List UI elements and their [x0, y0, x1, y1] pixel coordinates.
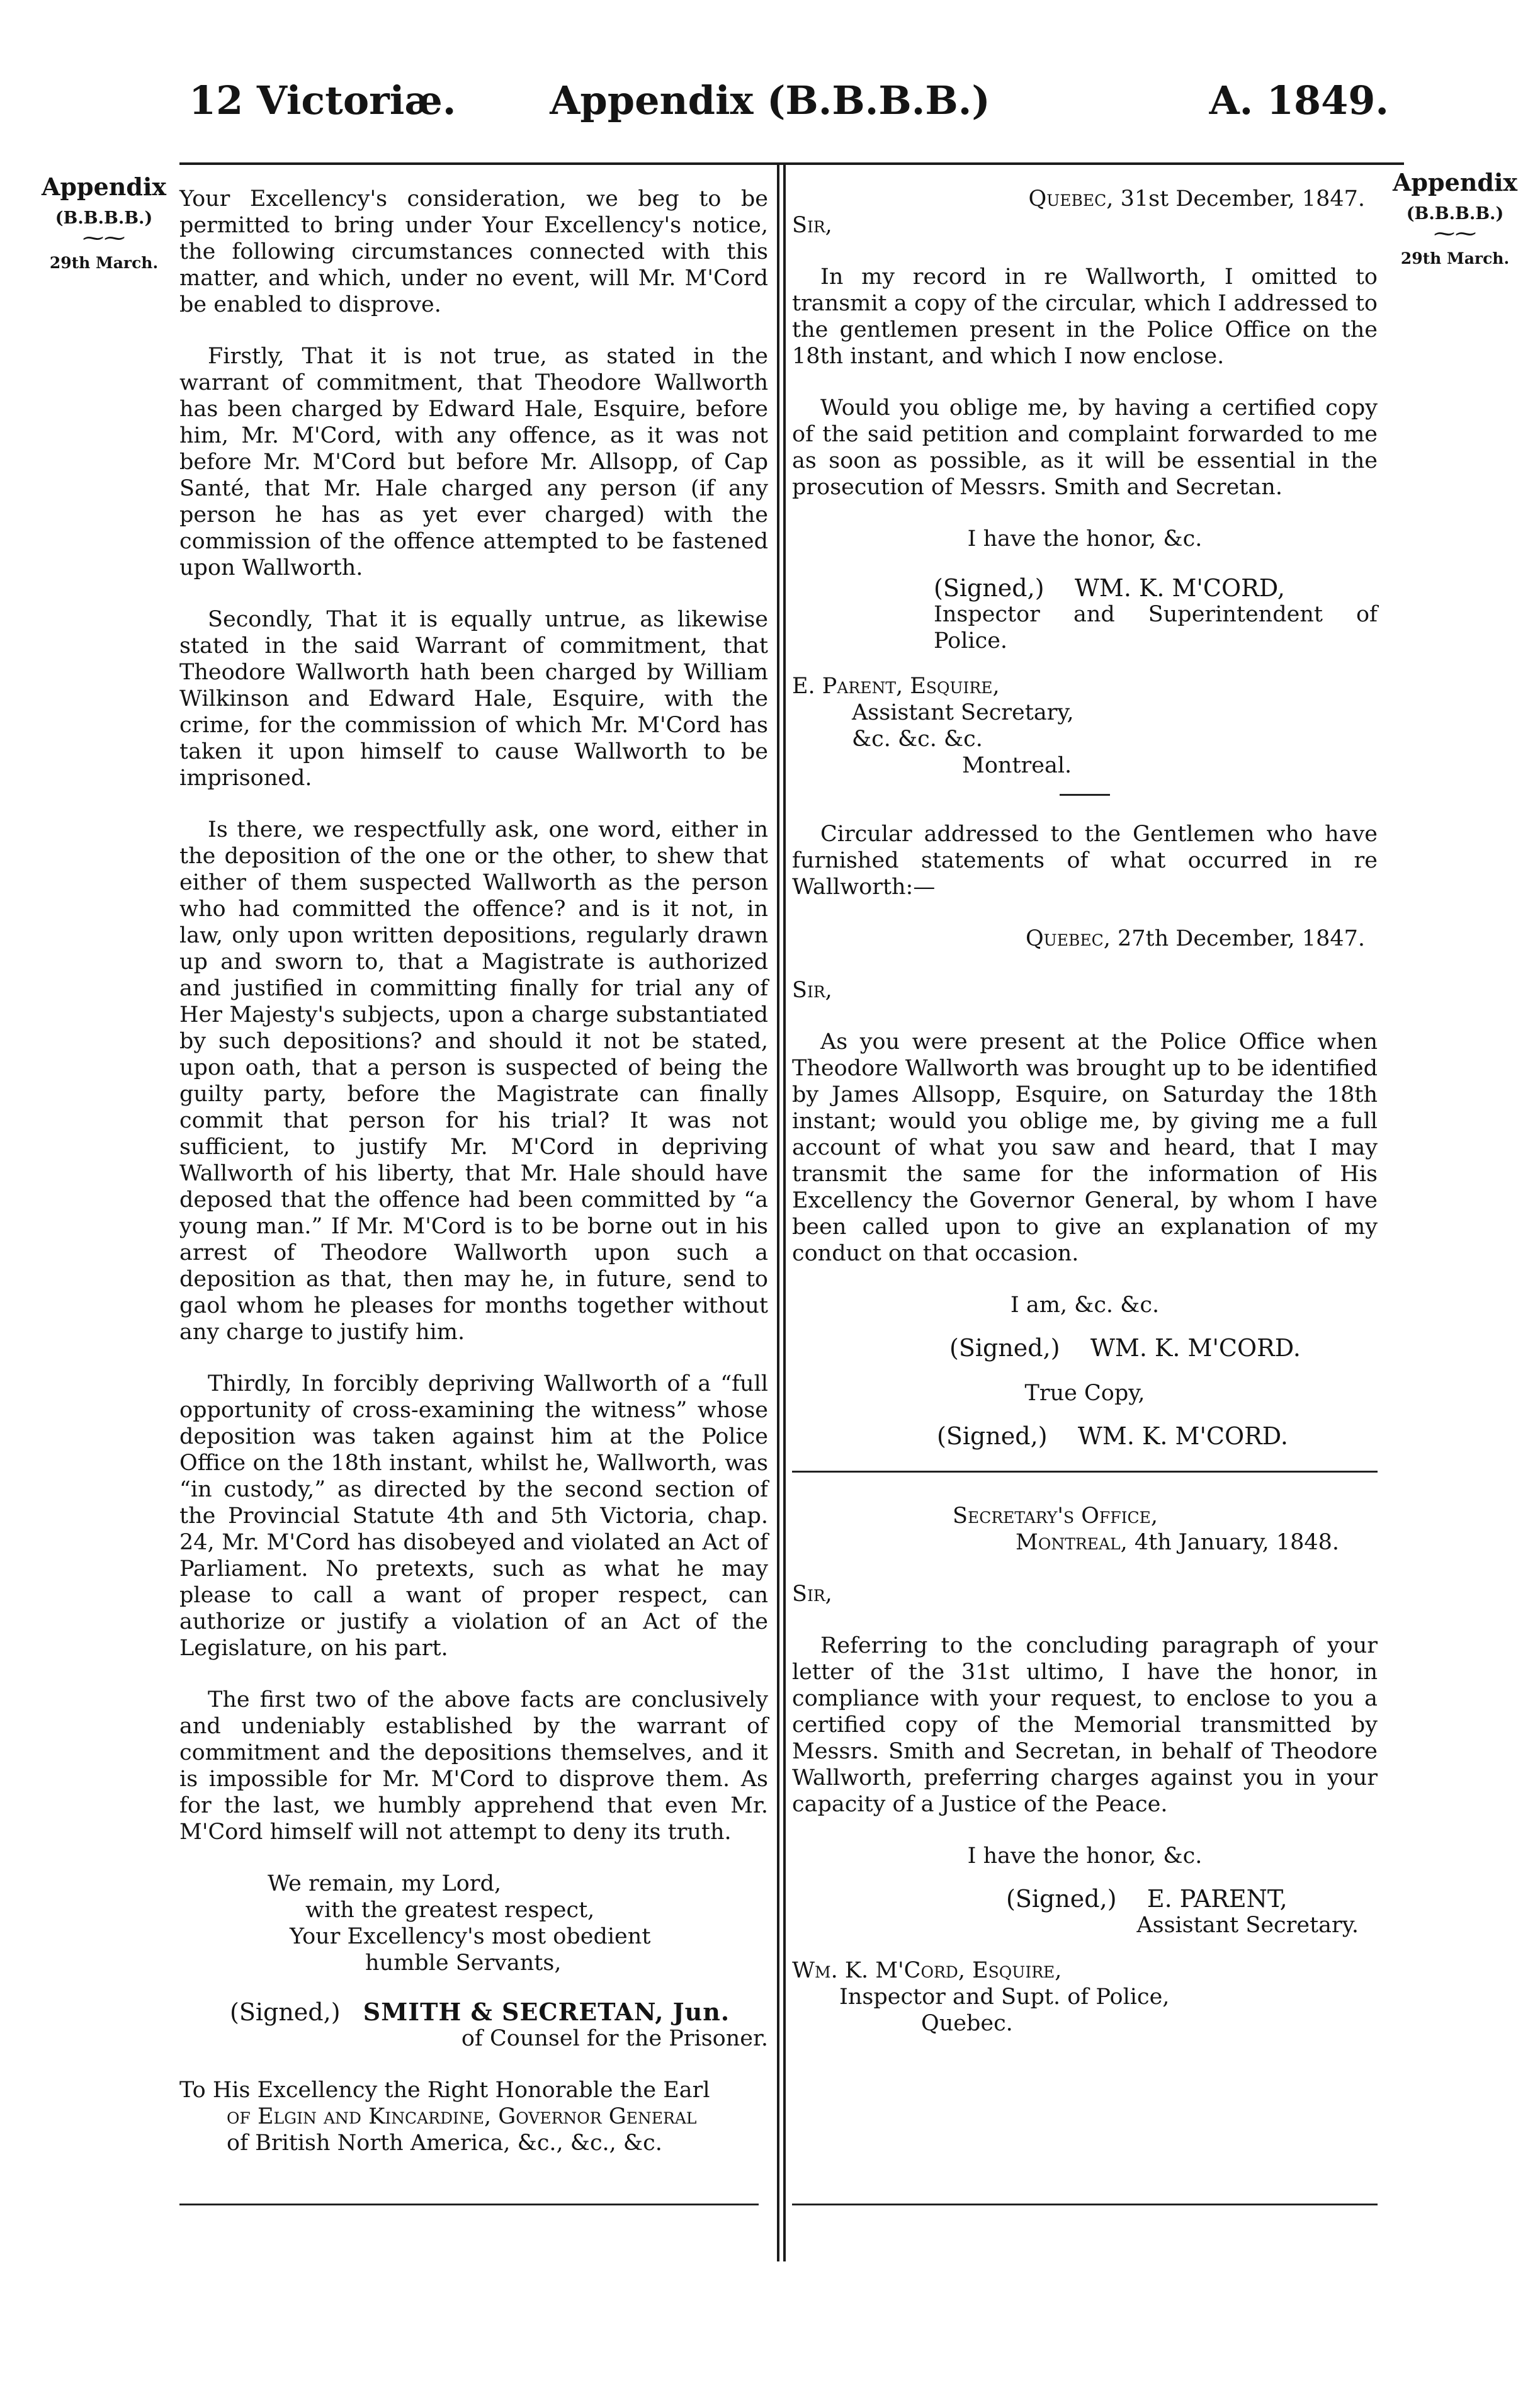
recipient-line: Inspector and Supt. of Police, [839, 1984, 1170, 2010]
letter-31-dec [792, 186, 1378, 779]
header-title: Appendix (B.B.B.B.) [550, 77, 990, 123]
office-line: Secretary's Office, [953, 1503, 1158, 1529]
paragraph: Thirdly, In forcibly depriving Wallworth of a “full opportunity of cross-examining the witness” whose deposition was taken against him at the Police Office on the 18th instant, whilst he, Wallworth, was “in custody,” as directed by the second section of the Provincial Statute 4th and 5th Victoria, chap. 24, Mr. M'Cord has disobeyed and violated an Act of Parliament. No pretexts, such as what he may please to call a want of proper respect, can authorize or justify a violation of an Act of the Legislature, on his part. [179, 1371, 768, 1661]
address-line: of Elgin and Kincardine, Governor General [227, 2104, 697, 2129]
closing-line: I have the honor, &c. [967, 1843, 1203, 1869]
signature-title: of Counsel for the Prisoner. [461, 2026, 768, 2051]
footer-rule [792, 2204, 1378, 2205]
swash-ornament: ⁓⁓ [1434, 220, 1476, 246]
dateline-date: 27th December, 1847. [1118, 926, 1365, 951]
recipient-line: Assistant Secretary, [852, 700, 1074, 725]
signed-label: (Signed,) [1006, 1885, 1117, 1913]
paragraph: The first two of the above facts are conclusively and undeniably established by the warrant of commitment and the depositions themselves, and it is impossible for Mr. M'Cord to disprove them. As for the last, we humbly apprehend that even Mr. M'Cord himself will not attempt to deny its truth. [179, 1687, 768, 1845]
right-column [792, 186, 1378, 2037]
header-year: A. 1849. [1209, 77, 1389, 123]
dateline-date: 4th January, 1848. [1134, 1530, 1340, 1555]
closing-line: We remain, my Lord, [268, 1871, 502, 1896]
signature-line [179, 1999, 768, 2025]
margin-title: Appendix [41, 173, 167, 201]
signature-name: SMITH & SECRETAN, Jun. [363, 1998, 730, 2026]
dateline-place: Quebec, [1025, 926, 1111, 951]
paragraph: Is there, we respectfully ask, one word, either in the deposition of the one or the other, to shew that either of them suspected Wallworth as the person who had committed the offence? and is it not, in law, only upon written depositions, regularly drawn up and sworn to, that a Magistrate is authorized and justified in committing finally for trial any of Her Majesty's subjects, upon a charge substantiated by such depositions? and should it not be stated, upon oath, that a person is suspected of being the guilty party, before the Magistrate can finally commit that person for his trial? It was not sufficient, to justify Mr. M'Cord in depriving Wallworth of his liberty, that Mr. Hale should have deposed that the offence had been committed by “a young man.” If Mr. M'Cord is to be borne out in his arrest of Theodore Wallworth upon such a deposition as that, then may he, in future, send to gaol whom he pleases for months together without any charge to justify him. [179, 817, 768, 1345]
closing-line: humble Servants, [365, 1950, 562, 1976]
dateline [792, 1529, 1378, 1556]
signature-block [179, 1999, 768, 2052]
swash-ornament: ⁓⁓ [82, 225, 125, 251]
margin-title: Appendix [1392, 168, 1518, 196]
column-divider [777, 165, 779, 2261]
signature-line [792, 1886, 1378, 1912]
closing-line: Your Excellency's most obedient [290, 1924, 651, 1949]
letter-4-jan [792, 1503, 1378, 2037]
recipient-line: &c. &c. &c. [852, 727, 983, 752]
recipient-line: Quebec. [921, 2011, 1013, 2036]
signed-label: (Signed,) [949, 1334, 1060, 1362]
dateline [792, 925, 1378, 952]
signed-label: (Signed,) [230, 1998, 341, 2026]
signature-title: Inspector and Superintendent of Police. [934, 602, 1378, 654]
dateline-place: Montreal, [1016, 1530, 1128, 1555]
header-session: 12 Victoriæ. [189, 77, 456, 123]
footer-rule [179, 2204, 759, 2205]
signature-name: WM. K. M'CORD. [1077, 1422, 1288, 1450]
signature-line [792, 1423, 1378, 1449]
dateline-date: 31st December, 1847. [1120, 186, 1365, 212]
paragraph: Secondly, That it is equally untrue, as likewise stated in the said Warrant of commitment, that Theodore Wallworth hath been charged by William Wilkinson and Edward Hale, Esquire, with the crime, for the commission of which Mr. M'Cord has taken it upon himself to cause Wallworth to be imprisoned. [179, 607, 768, 791]
separator-rule [792, 1471, 1378, 1473]
margin-code: (B.B.B.B.) [55, 208, 153, 228]
signature-name: WM. K. M'CORD. [1090, 1334, 1301, 1362]
recipient-name: E. Parent, Esquire, [792, 674, 1000, 699]
separator-rule [1060, 794, 1110, 796]
closing-line: I am, &c. &c. [1010, 1293, 1160, 1318]
paragraph: Firstly, That it is not true, as stated in the warrant of commitment, that Theodore Wallworth has been charged by Edward Hale, Esquire, before him, Mr. M'Cord, with any offence, as it was not before Mr. M'Cord but before Mr. Allsopp, of Cap Santé, that Mr. Hale charged any person (if any person he has as yet ever charged) with the commission of the offence attempted to be fastened upon Wallworth. [179, 344, 768, 580]
paragraph: As you were present at the Police Office when Theodore Wallworth was brought up to be identified by James Allsopp, Esquire, on Saturday the 18th instant; would you oblige me, by giving me a full account of what you saw and heard, that I may transmit the same for the information of His Excellency the Governor General, by whom I have been called upon to give an explanation of my conduct on that occasion. [792, 1029, 1378, 1266]
margin-note-left [25, 173, 183, 272]
recipient-line: Montreal. [962, 753, 1072, 778]
circular-27-dec [792, 821, 1378, 1449]
address-line: of British North America, &c., &c., &c. [227, 2131, 662, 2156]
closing-line: I have the honor, &c. [967, 526, 1203, 552]
salutation: Sir, [792, 1582, 832, 1607]
closing-block [179, 1870, 768, 1976]
paragraph: Would you oblige me, by having a certified copy of the said petition and complaint forwarded to me as soon as possible, as it will be essential in the prosecution of Messrs. Smith and Secretan. [792, 395, 1378, 500]
circular-intro: Circular addressed to the Gentlemen who have furnished statements of what occurred in re Wallworth:— [792, 822, 1378, 900]
dateline [792, 186, 1378, 212]
margin-code: (B.B.B.B.) [1406, 203, 1504, 224]
column-divider [783, 165, 786, 2261]
signature-title: Assistant Secretary. [1136, 1913, 1359, 1938]
margin-date: 29th March. [49, 253, 159, 272]
signature-name: WM. K. M'CORD, [1074, 574, 1285, 602]
signature-line [792, 575, 1378, 601]
signature-line [792, 1335, 1378, 1361]
margin-note-right [1376, 169, 1534, 268]
closing-line: with the greatest respect, [305, 1898, 595, 1923]
paragraph: In my record in re Wallworth, I omitted to transmit a copy of the circular, which I addressed to the gentlemen present in the Police Office on the 18th instant, and which I now enclose. [792, 264, 1378, 369]
left-column [179, 186, 768, 2156]
paragraph: Referring to the concluding paragraph of your letter of the 31st ultimo, I have the honor, in compliance with your request, to enclose to you a certified copy of the Memorial transmitted by Messrs. Smith and Secretan, in behalf of Theodore Wallworth, preferring charges against you in your capacity of a Justice of the Peace. [792, 1633, 1378, 1817]
recipient-line [792, 673, 1378, 699]
signed-label: (Signed,) [937, 1422, 1048, 1450]
recipient-name: Wm. K. M'Cord, Esquire, [792, 1958, 1062, 1983]
dateline-place: Quebec, [1028, 186, 1114, 212]
recipient-line [792, 1957, 1378, 1984]
salutation: Sir, [792, 978, 832, 1003]
paragraph: Your Excellency's consideration, we beg to be permitted to bring under Your Excellency's notice, the following circumstances connected with this matter, and which, under no event, will Mr. M'Cord be enabled to disprove. [179, 186, 768, 317]
header-rule [179, 162, 1404, 165]
address-line: To His Excellency the Right Honorable the Earl [179, 2078, 710, 2103]
signed-label: (Signed,) [934, 574, 1045, 602]
salutation: Sir, [792, 213, 832, 238]
true-copy-label: True Copy, [1024, 1381, 1145, 1406]
address-block [179, 2077, 768, 2156]
signature-name: E. PARENT, [1147, 1885, 1288, 1913]
margin-date: 29th March. [1400, 249, 1510, 268]
